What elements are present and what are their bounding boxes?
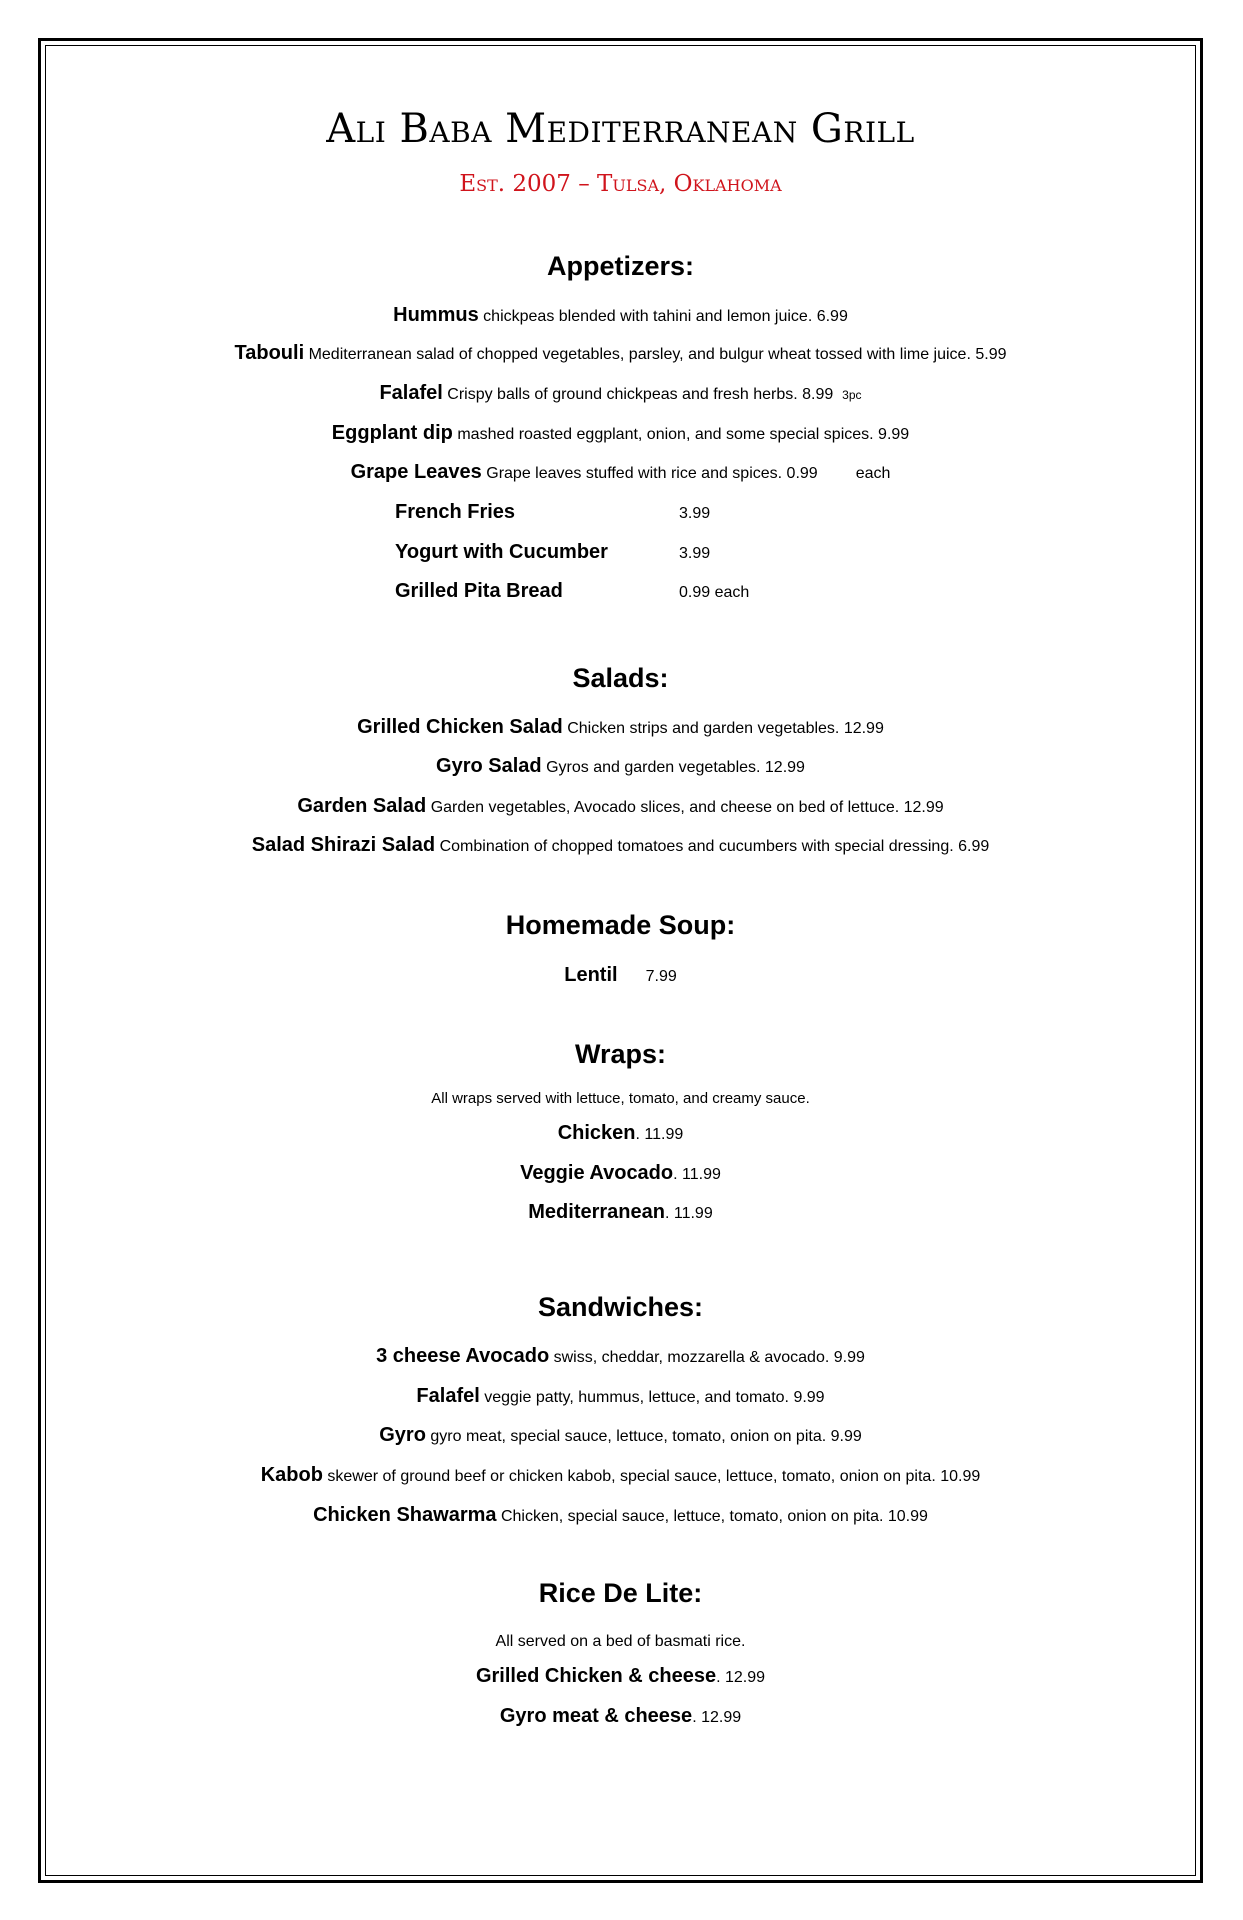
item-name: Salad Shirazi Salad [251,834,436,856]
item-description: Combination of chopped tomatoes and cucumbers with special dressing [435,838,950,855]
item-name: 3 cheese Avocado [376,1345,550,1367]
item-price: 3.99 [679,545,711,562]
menu-item [45,1505,1196,1525]
sandwiches-heading: Sandwiches: [537,1292,704,1322]
menu-item [45,343,1196,363]
item-name: Gyro [379,1424,426,1446]
item-name: Yogurt with Cucumber [395,541,608,563]
item-name: Gyro meat & cheese [499,1705,693,1727]
item-description: Gyros and garden vegetables [541,759,757,776]
item-name: Lentil [564,964,618,986]
soup-heading: Homemade Soup: [505,910,736,940]
item-name: Eggplant dip [331,422,453,444]
item-price: . 10.99 [878,1508,928,1525]
menu-item [45,1123,1196,1143]
item-price: . 0.99 [777,465,818,482]
menu-item [45,1346,1196,1366]
item-name: Mediterranean [528,1201,665,1223]
item-name: Grilled Pita Bread [395,580,563,602]
item-price: 7.99 [645,968,677,985]
salads-heading: Salads: [572,663,669,693]
item-name: Veggie Avocado [520,1162,674,1184]
item-note: each [855,465,891,482]
item-name: Chicken Shawarma [313,1504,497,1526]
item-price: . 12.99 [716,1669,766,1686]
item-price: . 12.99 [756,759,805,776]
menu-item [45,796,1196,816]
item-name: Grape Leaves [350,461,482,483]
menu-item [45,305,1196,325]
item-description: chickpeas blended with tahini and lemon juice [478,308,808,325]
menu-item [45,1202,1196,1222]
menu-item [45,1706,1196,1726]
item-price: . 6.99 [807,308,848,325]
item-price: . 11.99 [673,1166,721,1183]
item-price: . 9.99 [821,1428,862,1445]
item-name: Kabob [260,1464,323,1486]
item-name: French Fries [395,501,516,523]
item-note: 3pc [842,388,862,402]
menu-item [45,835,1196,855]
item-name: Falafel [416,1385,480,1407]
rice-heading: Rice De Lite: [538,1578,703,1608]
menu-item [45,965,1196,985]
item-price: . 12.99 [894,799,944,816]
menu-item [45,1465,1196,1485]
item-name: Tabouli [234,342,305,364]
item-price: . 9.99 [869,426,910,443]
menu-item [45,383,1196,403]
item-name: Gyro Salad [436,755,542,777]
item-price: 3.99 [679,505,711,522]
menu-item [45,1425,1196,1445]
item-price: 0.99 each [679,584,750,601]
item-price: . 8.99 [793,386,834,403]
item-price: . 10.99 [931,1468,981,1485]
item-description: Grape leaves stuffed with rice and spices [481,465,778,482]
item-price: . 5.99 [966,346,1007,363]
item-name: Grilled Chicken Salad [357,716,563,738]
item-description: skewer of ground beef or chicken kabob, special sauce, lettuce, tomato, onion on pita [322,1468,932,1485]
item-description: Crispy balls of ground chickpeas and fresh herbs [442,386,794,403]
menu-item [45,756,1196,776]
rice-note: All served on a bed of basmati rice. [495,1633,746,1650]
restaurant-subtitle: Est. 2007 – Tulsa, Oklahoma [459,171,782,197]
item-description: veggie patty, hummus, lettuce, and tomato [479,1389,785,1406]
menu-item [45,1386,1196,1406]
restaurant-title: Ali Baba Mediterranean Grill [326,106,915,152]
item-price: . 9.99 [824,1349,865,1366]
item-price: . 12.99 [834,720,884,737]
item-name: Falafel [379,382,443,404]
menu-item [45,423,1196,443]
item-price: . 9.99 [784,1389,825,1406]
menu-item [45,717,1196,737]
item-description: Garden vegetables, Avocado slices, and cheese on bed of lettuce [426,799,895,816]
item-description: mashed roasted eggplant, onion, and some special spices [452,426,870,443]
item-description: Chicken, special sauce, lettuce, tomato, onion on pita [496,1508,879,1525]
item-name: Chicken [557,1122,636,1144]
item-description: gyro meat, special sauce, lettuce, tomato, onion on pita [425,1428,822,1445]
menu-page [45,45,1196,1876]
item-name: Grilled Chicken & cheese [475,1665,717,1687]
item-name: Hummus [393,304,479,326]
item-description: Mediterranean salad of chopped vegetables, parsley, and bulgur wheat tossed with lime juice [304,346,967,363]
item-description: Chicken strips and garden vegetables [562,720,835,737]
item-price: . 12.99 [692,1709,742,1726]
menu-item [45,1666,1196,1686]
appetizers-heading: Appetizers: [546,251,695,281]
menu-item [45,462,1196,482]
item-description: swiss, cheddar, mozzarella & avocado [549,1349,825,1366]
menu-item [45,1163,1196,1183]
item-price: . 11.99 [664,1205,713,1222]
item-price: . 6.99 [949,838,990,855]
wraps-heading: Wraps: [574,1039,667,1069]
wraps-note: All wraps served with lettuce, tomato, and creamy sauce. [431,1090,810,1107]
item-price: . 11.99 [635,1126,684,1143]
item-name: Garden Salad [297,795,427,817]
